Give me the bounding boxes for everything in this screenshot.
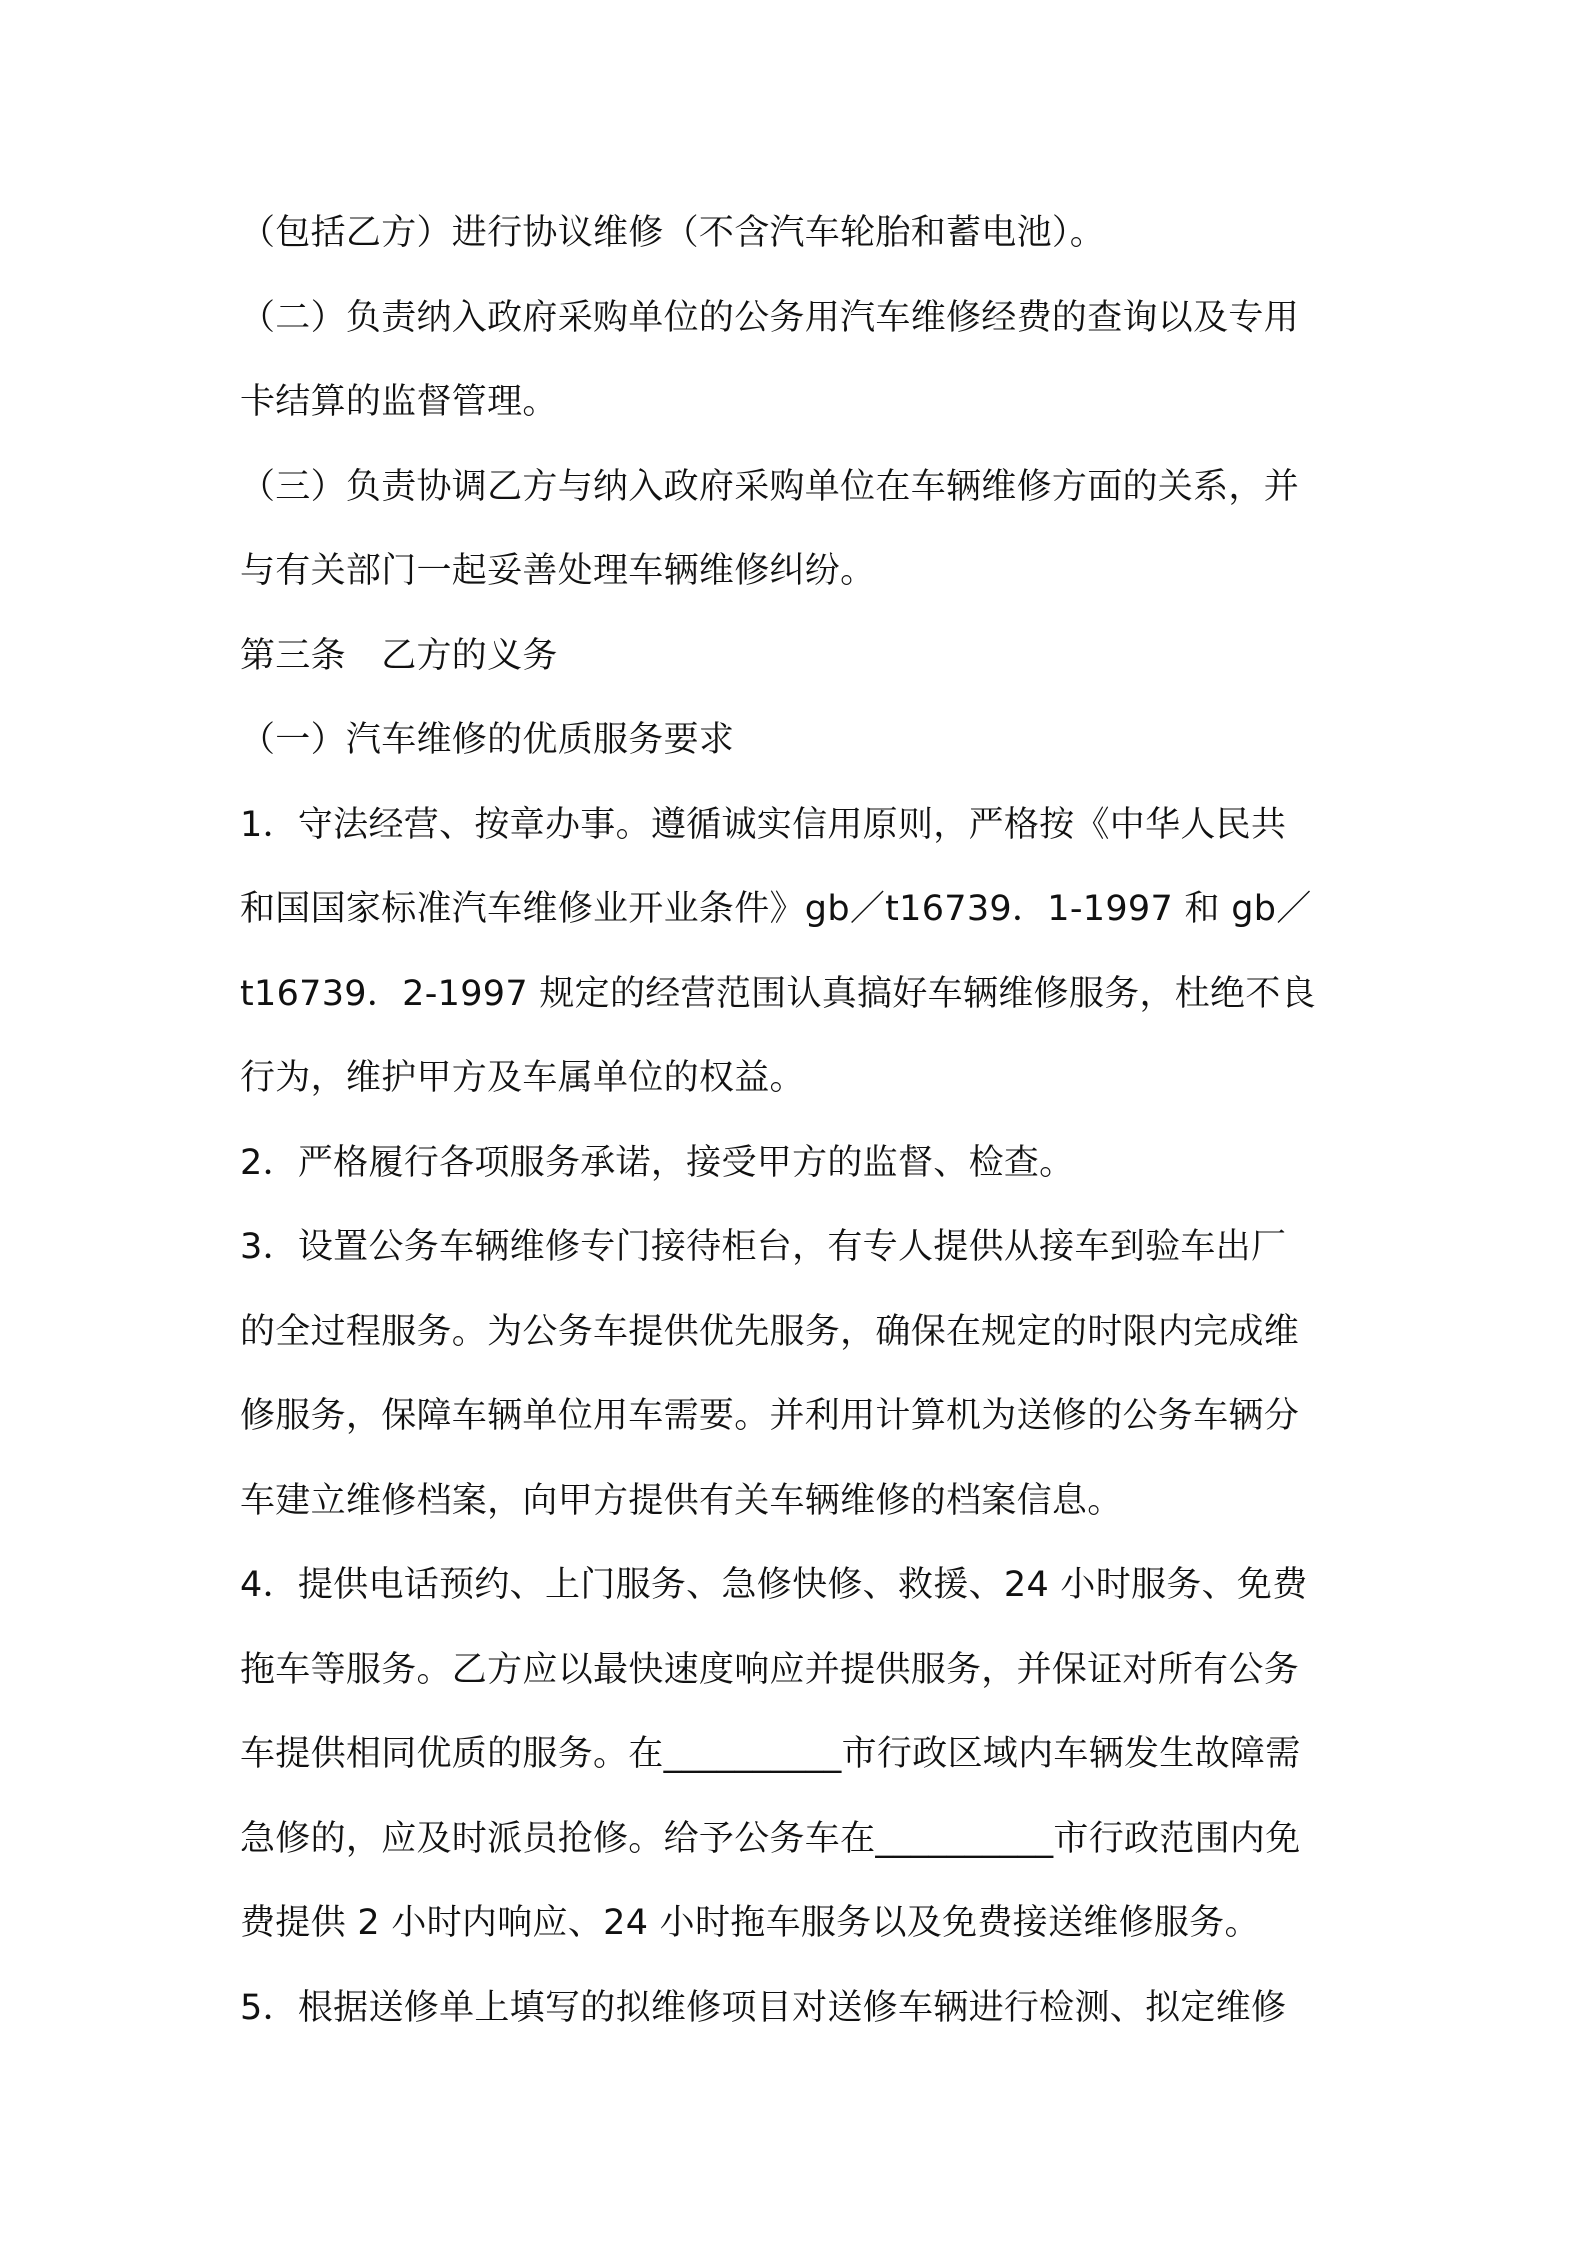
section-heading: 第三条 乙方的义务 (240, 635, 558, 676)
text-line: 与有关部门一起妥善处理车辆维修纠纷。 (240, 551, 876, 591)
text-line: 行为，维护甲方及车属单位的权益。 (240, 1058, 805, 1098)
text-line: 车提供相同优质的服务。在__________市行政区域内车辆发生故障需 (240, 1734, 1301, 1774)
text-line: 车建立维修档案，向甲方提供有关车辆维修的档案信息。 (240, 1480, 1123, 1521)
text-line: （三）负责协调乙方与纳入政府采购单位在车辆维修方面的关系，并 (240, 466, 1300, 507)
text-line: 4．提供电话预约、上门服务、急修快修、救援、24 小时服务、免费 (240, 1565, 1308, 1605)
document-body (240, 191, 1358, 2050)
text-line: 卡结算的监督管理。 (240, 382, 558, 422)
text-line: 1．守法经营、按章办事。遵循诚实信用原则，严格按《中华人民共 (240, 804, 1287, 845)
text-line: （二）负责纳入政府采购单位的公务用汽车维修经费的查询以及专用 (240, 297, 1300, 338)
subsection-heading: （一）汽车维修的优质服务要求 (240, 720, 735, 760)
text-line: 2．严格履行各项服务承诺，接受甲方的监督、检查。 (240, 1142, 1075, 1183)
text-line: 修服务，保障车辆单位用车需要。并利用计算机为送修的公务车辆分 (240, 1396, 1300, 1436)
text-line: 5．根据送修单上填写的拟维修项目对送修车辆进行检测、拟定维修 (240, 1987, 1287, 2028)
text-line: t16739．2-1997 规定的经营范围认真搞好车辆维修服务，杜绝不良 (240, 973, 1316, 1014)
text-line: 的全过程服务。为公务车提供优先服务，确保在规定的时限内完成维 (240, 1311, 1300, 1352)
text-line: （包括乙方）进行协议维修（不含汽车轮胎和蓄电池）。 (240, 213, 1106, 253)
text-line: 3．设置公务车辆维修专门接待柜台，有专人提供从接车到验车出厂 (240, 1227, 1287, 1267)
text-line: 费提供 2 小时内响应、24 小时拖车服务以及免费接送维修服务。 (240, 1903, 1260, 1943)
text-line: 拖车等服务。乙方应以最快速度响应并提供服务，并保证对所有公务 (240, 1649, 1300, 1690)
text-line: 和国国家标准汽车维修业开业条件》gb／t16739．1-1997 和 gb／ (240, 889, 1312, 929)
text-line: 急修的，应及时派员抢修。给予公务车在__________市行政范围内免 (240, 1818, 1301, 1859)
